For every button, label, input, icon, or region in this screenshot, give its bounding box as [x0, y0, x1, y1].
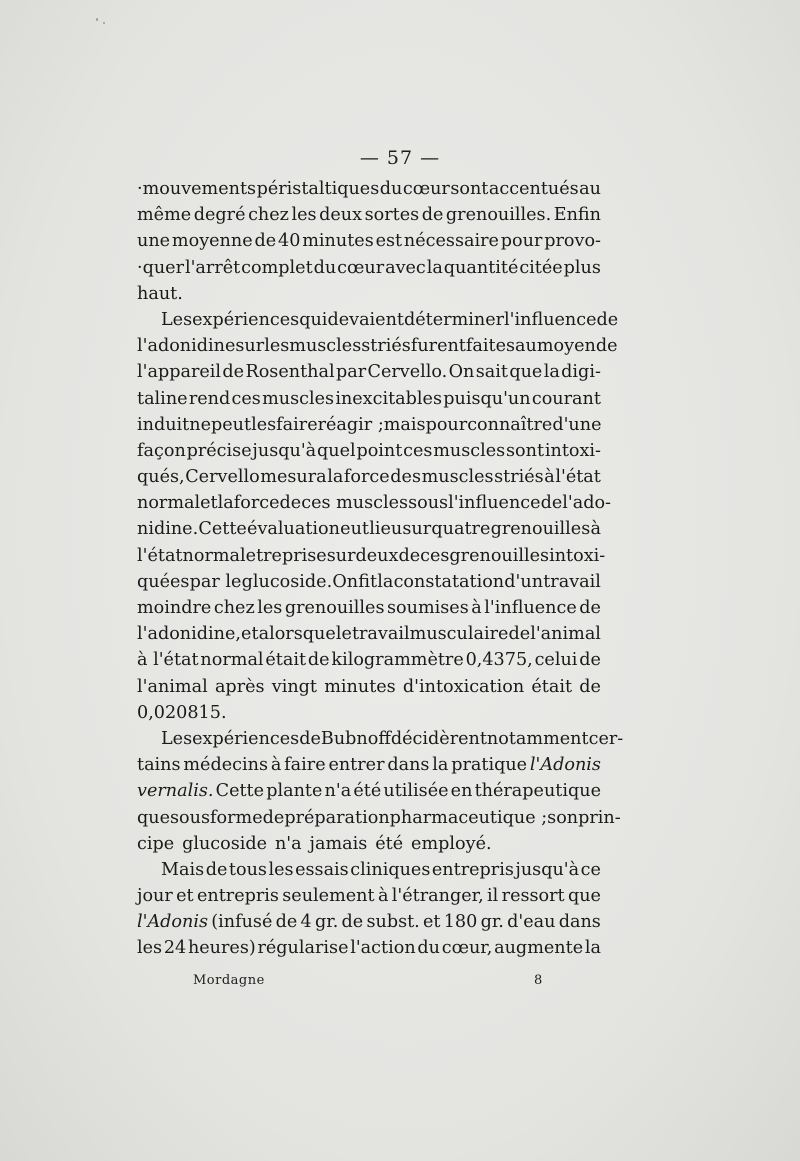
word: pratique [451, 755, 528, 776]
word: tains [137, 755, 181, 776]
word: de [596, 309, 619, 330]
text-line [137, 255, 601, 281]
word: mais [383, 414, 426, 435]
word: ·quer [137, 257, 185, 278]
word: cipe [137, 833, 175, 854]
word: degré [193, 205, 246, 226]
word: normal [137, 493, 201, 514]
word: On [332, 571, 359, 592]
word: de [307, 650, 330, 671]
word: son [547, 807, 579, 828]
word: sous [170, 807, 210, 828]
text-line [137, 490, 612, 516]
word: de [540, 493, 563, 514]
word: Mais [161, 859, 205, 880]
word: sait [475, 362, 508, 383]
word: Cette [198, 519, 247, 540]
text-line [137, 831, 601, 857]
word: chez [248, 205, 289, 226]
word: ces [420, 545, 450, 566]
word: digi- [561, 362, 601, 383]
word: 180 [443, 912, 478, 933]
word: faites [465, 336, 516, 357]
word: pour [425, 414, 468, 435]
word: entrepris [431, 859, 514, 880]
word: ces [403, 440, 433, 461]
word: muscles [421, 467, 494, 488]
word: du [417, 938, 440, 959]
word: 40 [278, 231, 301, 252]
word: peut [211, 414, 252, 435]
word: essais [295, 859, 349, 880]
word: d'un [504, 571, 544, 592]
word: ressort [501, 886, 565, 907]
word: Rosenthal [245, 362, 335, 383]
word: après [214, 676, 265, 697]
word: de [579, 598, 601, 618]
word: n'a [324, 781, 352, 802]
word: avec [385, 257, 426, 278]
word: puisqu'un [443, 388, 531, 409]
word: moindre [137, 598, 212, 618]
word: rend [188, 388, 231, 409]
word: subst. [366, 912, 420, 933]
word: inexcitables [335, 388, 442, 409]
text-line [137, 857, 601, 883]
word: une [137, 231, 171, 252]
word: accentués [488, 179, 579, 199]
word: de [579, 650, 601, 671]
word: des [390, 467, 421, 488]
word: était [265, 650, 307, 671]
word: il [487, 886, 499, 907]
word: ces muscles [301, 493, 409, 514]
word: dans [558, 912, 601, 933]
word: devaient [327, 309, 404, 330]
word: jusqu'à [252, 440, 317, 461]
word: sont [506, 440, 545, 461]
word: Enfin [553, 205, 601, 226]
text-line [137, 176, 601, 202]
word: ce [580, 859, 601, 880]
paper-speck [96, 18, 98, 21]
word: de [205, 859, 228, 880]
word: l'animal [137, 676, 208, 697]
word: expériences [192, 728, 300, 749]
word: nidine. [137, 519, 199, 540]
word: à [377, 886, 389, 907]
text-line [137, 307, 619, 333]
word: la [543, 362, 560, 383]
word: jusqu'à [515, 859, 580, 880]
word: expériences [192, 309, 300, 330]
text-line [137, 674, 601, 700]
word: façon [137, 440, 186, 461]
word: l'influence [504, 309, 597, 330]
word: que [509, 362, 543, 383]
word: point [356, 440, 403, 461]
word: faire [276, 414, 318, 435]
word: taline [137, 388, 188, 409]
word: à [544, 467, 555, 488]
word: nécessaire [403, 231, 499, 252]
word: glucoside. [241, 571, 333, 592]
word: médecins [183, 755, 268, 776]
word: au [515, 336, 537, 357]
text-line [137, 935, 601, 961]
word: les [257, 598, 283, 618]
word: augmente [494, 938, 584, 959]
word: 0,4375, [465, 650, 533, 671]
word: moyenne [171, 231, 253, 252]
word: tous [228, 859, 267, 880]
word: que [567, 886, 601, 907]
text-line [137, 595, 601, 621]
word: complet [241, 257, 313, 278]
word: sur [402, 519, 432, 540]
body-text [137, 176, 624, 962]
word: réagir ; [317, 414, 384, 435]
word: gr. [314, 912, 339, 933]
word: décidèrent [390, 728, 487, 749]
word: péristaltiques [256, 179, 380, 199]
word: seulement [282, 886, 375, 907]
word: plus [563, 257, 601, 278]
word: cer- [588, 728, 624, 749]
word: de [262, 807, 285, 828]
text-line [137, 752, 601, 778]
word: évaluation [247, 519, 340, 540]
word: l'état [555, 467, 601, 488]
word: les [291, 205, 317, 226]
word: à [471, 598, 482, 618]
text-line [137, 516, 601, 542]
word: furent [410, 336, 466, 357]
word: grenouilles. [445, 205, 552, 226]
word: Les [161, 309, 193, 330]
word: chez [213, 598, 255, 618]
word: quatre [431, 519, 491, 540]
word: qui [299, 309, 328, 330]
word: été [375, 833, 404, 854]
word: l'animal [530, 624, 601, 645]
word: à [590, 519, 601, 540]
word: vernalis. [137, 781, 214, 802]
word: muscles [433, 440, 506, 461]
word: vingt [271, 676, 317, 697]
word: kilogrammètre [331, 650, 464, 671]
word: la [432, 755, 449, 776]
word: de [341, 912, 364, 933]
word: grenouilles [449, 545, 550, 566]
word: intoxi- [544, 440, 601, 461]
word: cœur, [441, 938, 493, 959]
word: lieu [369, 519, 403, 540]
word: reprise [263, 545, 327, 566]
word: de [222, 362, 245, 383]
text-line [137, 281, 601, 307]
word: du [313, 257, 337, 278]
word: eut [340, 519, 369, 540]
word: force [233, 493, 280, 514]
word: 4 [300, 912, 312, 933]
word: forme [210, 807, 263, 828]
word: l'Adonis [529, 755, 601, 776]
text-line [137, 909, 601, 935]
word: par [335, 362, 367, 383]
text-line [137, 333, 618, 359]
word: d'eau [507, 912, 556, 933]
word: employé. [411, 833, 492, 854]
word: induit [137, 414, 190, 435]
word: connaître [467, 414, 553, 435]
word: les [264, 336, 290, 357]
word: de [279, 493, 302, 514]
word: Cette [215, 781, 265, 802]
word: grenouilles [284, 598, 385, 618]
word: moyen [536, 336, 596, 357]
word: de [398, 545, 421, 566]
word: quantité [443, 257, 519, 278]
word: minutes [302, 231, 374, 252]
text-line [137, 805, 621, 831]
text-line [137, 543, 606, 569]
word: déterminer [404, 309, 505, 330]
word: jamais [309, 833, 368, 854]
word: sous [408, 493, 449, 514]
word: courant [531, 388, 601, 409]
word: de [508, 624, 531, 645]
word: la [327, 467, 344, 488]
word: musculaire [409, 624, 509, 645]
word: 0,020815. [137, 702, 227, 723]
word: grenouilles [490, 519, 591, 540]
word: travail [351, 624, 410, 645]
word: sont [450, 179, 489, 199]
word: pharmaceutique ; [389, 807, 548, 828]
word: les [268, 859, 294, 880]
word: haut. [137, 283, 183, 304]
word: d'intoxication [402, 676, 525, 697]
word: celui [534, 650, 578, 671]
text-line [137, 202, 601, 228]
word: 24 [163, 938, 187, 959]
word: l'étranger, [391, 886, 484, 907]
word: quel [316, 440, 356, 461]
word: ne [189, 414, 211, 435]
word: travail [543, 571, 601, 592]
word: et [423, 912, 441, 933]
word: été [353, 781, 382, 802]
word: normal [182, 545, 246, 566]
footer-author: Mordagne [193, 973, 265, 988]
text-line [137, 569, 601, 595]
word: utilisée [383, 781, 449, 802]
word: l'arrêt [184, 257, 241, 278]
word: force [343, 467, 390, 488]
word: l'état [137, 545, 183, 566]
word: la [426, 257, 443, 278]
word: alors [258, 624, 303, 645]
word: glucoside [182, 833, 268, 854]
word: la [217, 493, 234, 514]
word: On [448, 362, 475, 383]
word: en [450, 781, 473, 802]
word: que [137, 807, 171, 828]
word: la [584, 938, 601, 959]
footer-signature-mark: 8 [534, 973, 543, 988]
word: qués, [137, 467, 185, 488]
text-line [137, 386, 601, 412]
word: notamment [486, 728, 589, 749]
word: normal [200, 650, 264, 671]
word: l'Adonis [137, 912, 209, 933]
word: deux [319, 205, 363, 226]
word: fit [358, 571, 378, 592]
word: thérapeutique [474, 781, 601, 802]
word: et [176, 886, 194, 907]
text-line [137, 726, 624, 752]
word: ces [231, 388, 261, 409]
word: soumises [387, 598, 469, 618]
word: quées [137, 571, 190, 592]
word: citée [519, 257, 563, 278]
word: cliniques [350, 859, 431, 880]
word: la [377, 571, 394, 592]
text-line [137, 412, 601, 438]
word: provo- [544, 231, 601, 252]
word: Bubnoff [320, 728, 391, 749]
word: et [245, 545, 264, 566]
word: de [579, 676, 601, 697]
word: et [200, 493, 218, 514]
word: minutes [324, 676, 396, 697]
word: l'adonidine, [137, 624, 241, 645]
word: Cervello [185, 467, 260, 488]
word: sur [235, 336, 265, 357]
word: l'ado- [562, 493, 612, 514]
word: même [137, 205, 192, 226]
word: et [241, 624, 259, 645]
word: Cervello. [367, 362, 448, 383]
word: entrer [328, 755, 385, 776]
word: était [531, 676, 573, 697]
word: heures) [187, 938, 256, 959]
text-line [137, 700, 601, 726]
word: à [270, 755, 282, 776]
text-line [137, 621, 601, 647]
word: muscles [289, 336, 362, 357]
word: de [595, 336, 618, 357]
word: l'appareil [137, 362, 222, 383]
word: que [302, 624, 336, 645]
word: l'adonidine [137, 336, 236, 357]
word: faire [284, 755, 326, 776]
word: intoxi- [549, 545, 606, 566]
word: de [421, 205, 444, 226]
word: n'a [274, 833, 302, 854]
word: striés [361, 336, 411, 357]
word: est [375, 231, 403, 252]
word: entrepris [196, 886, 279, 907]
word: sur [326, 545, 356, 566]
word: par le [189, 571, 242, 592]
word: précise [186, 440, 252, 461]
word: Les [161, 728, 193, 749]
word: gr. [480, 912, 504, 933]
word: d'une [552, 414, 602, 435]
word: plante [266, 781, 323, 802]
word: de [254, 231, 277, 252]
text-line [137, 647, 601, 673]
word: constatation [393, 571, 505, 592]
word: deux [355, 545, 399, 566]
page-number: — 57 — [359, 147, 441, 169]
word: striés [494, 467, 544, 488]
word: le [335, 624, 352, 645]
word: du [379, 179, 403, 199]
word: de [275, 912, 298, 933]
text-line [137, 883, 601, 909]
word: au [579, 179, 601, 199]
word: les [137, 938, 163, 959]
word: à l'état [137, 650, 199, 671]
word: cœur [337, 257, 385, 278]
word: jour [137, 886, 173, 907]
paper-speck [103, 22, 105, 24]
word: l'action [350, 938, 416, 959]
word: prin- [578, 807, 621, 828]
text-line [137, 464, 601, 490]
text-line [137, 438, 601, 464]
word: sortes [364, 205, 420, 226]
word: muscles [262, 388, 335, 409]
word: de [299, 728, 321, 749]
word: l'influence [448, 493, 541, 514]
word: préparation [284, 807, 390, 828]
word: ·mouvements [137, 179, 257, 199]
text-line [137, 228, 601, 254]
word: (infusé [211, 912, 273, 933]
word: les [251, 414, 277, 435]
word: mesura [260, 467, 327, 488]
word: dans [387, 755, 430, 776]
word: régularise [257, 938, 349, 959]
word: cœur [402, 179, 450, 199]
word: pour [500, 231, 543, 252]
text-line [137, 778, 601, 804]
word: l'influence [484, 598, 577, 618]
text-line [137, 359, 601, 385]
